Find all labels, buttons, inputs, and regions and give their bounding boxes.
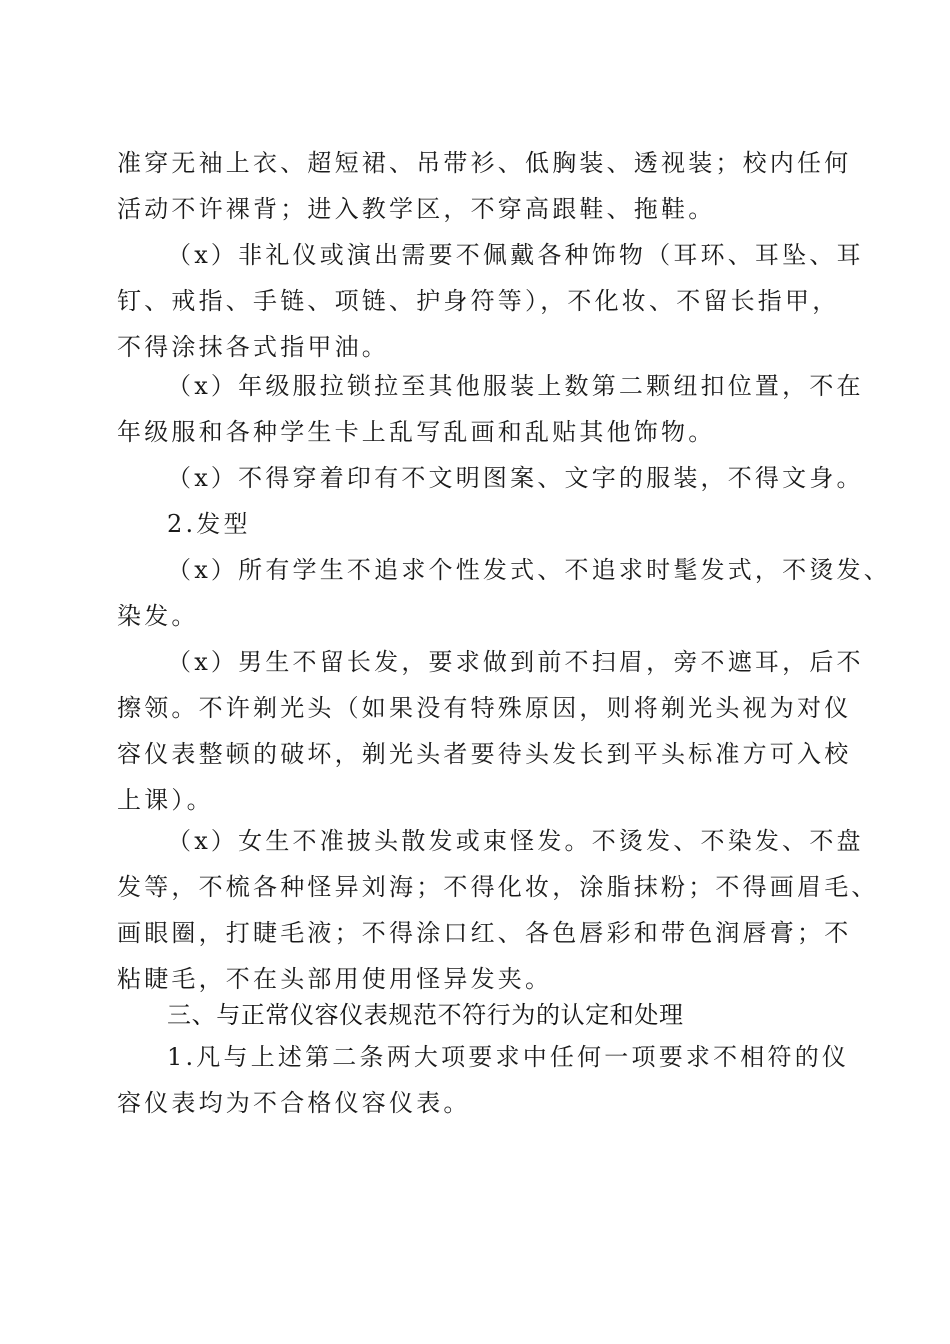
paragraph-line: 准穿无袖上衣、超短裙、吊带衫、低胸装、透视装；校内任何 [117, 149, 852, 177]
paragraph-line: 粘睫毛，不在头部用使用怪异发夹。 [117, 965, 553, 993]
paragraph-line-indented: （x）男生不留长发，要求做到前不扫眉，旁不遮耳，后不 [167, 648, 864, 676]
paragraph-line: 容仪表整顿的破坏，剃光头者要待头发长到平头标准方可入校 [117, 740, 852, 768]
paragraph-line: 上课）。 [117, 786, 214, 814]
paragraph-line-indented: （x）非礼仪或演出需要不佩戴各种饰物（耳环、耳坠、耳 [167, 241, 864, 269]
paragraph-line: 容仪表均为不合格仪容仪表。 [117, 1089, 471, 1117]
paragraph-line-indented: （x）年级服拉锁拉至其他服装上数第二颗纽扣位置，不在 [167, 372, 864, 400]
subsection-title: 2.发型 [167, 510, 251, 538]
paragraph-line: 钉、戒指、手链、项链、护身符等），不化妆、不留长指甲， [117, 287, 840, 315]
paragraph-line-indented: （x）不得穿着印有不文明图案、文字的服装，不得文身。 [167, 464, 864, 492]
section-heading: 三、与正常仪容仪表规范不符行为的认定和处理 [167, 1001, 684, 1029]
paragraph-line: 画眼圈，打睫毛液；不得涂口红、各色唇彩和带色润唇膏；不 [117, 919, 852, 947]
paragraph-line: 不得涂抹各式指甲油。 [117, 333, 389, 361]
paragraph-line-indented: 1.凡与上述第二条两大项要求中任何一项要求不相符的仪 [167, 1043, 850, 1071]
paragraph-line: 擦领。不许剃光头（如果没有特殊原因，则将剃光头视为对仪 [117, 694, 852, 722]
paragraph-line: 发等，不梳各种怪异刘海；不得化妆，涂脂抹粉；不得画眉毛、 [117, 873, 879, 901]
paragraph-line: 活动不许裸背；进入教学区，不穿高跟鞋、拖鞋。 [117, 195, 716, 223]
paragraph-line: 年级服和各种学生卡上乱写乱画和乱贴其他饰物。 [117, 418, 716, 446]
paragraph-line-indented: （x）所有学生不追求个性发式、不追求时髦发式，不烫发、 [167, 556, 891, 584]
paragraph-line: 染发。 [117, 602, 199, 630]
paragraph-line-indented: （x）女生不准披头散发或束怪发。不烫发、不染发、不盘 [167, 827, 864, 855]
